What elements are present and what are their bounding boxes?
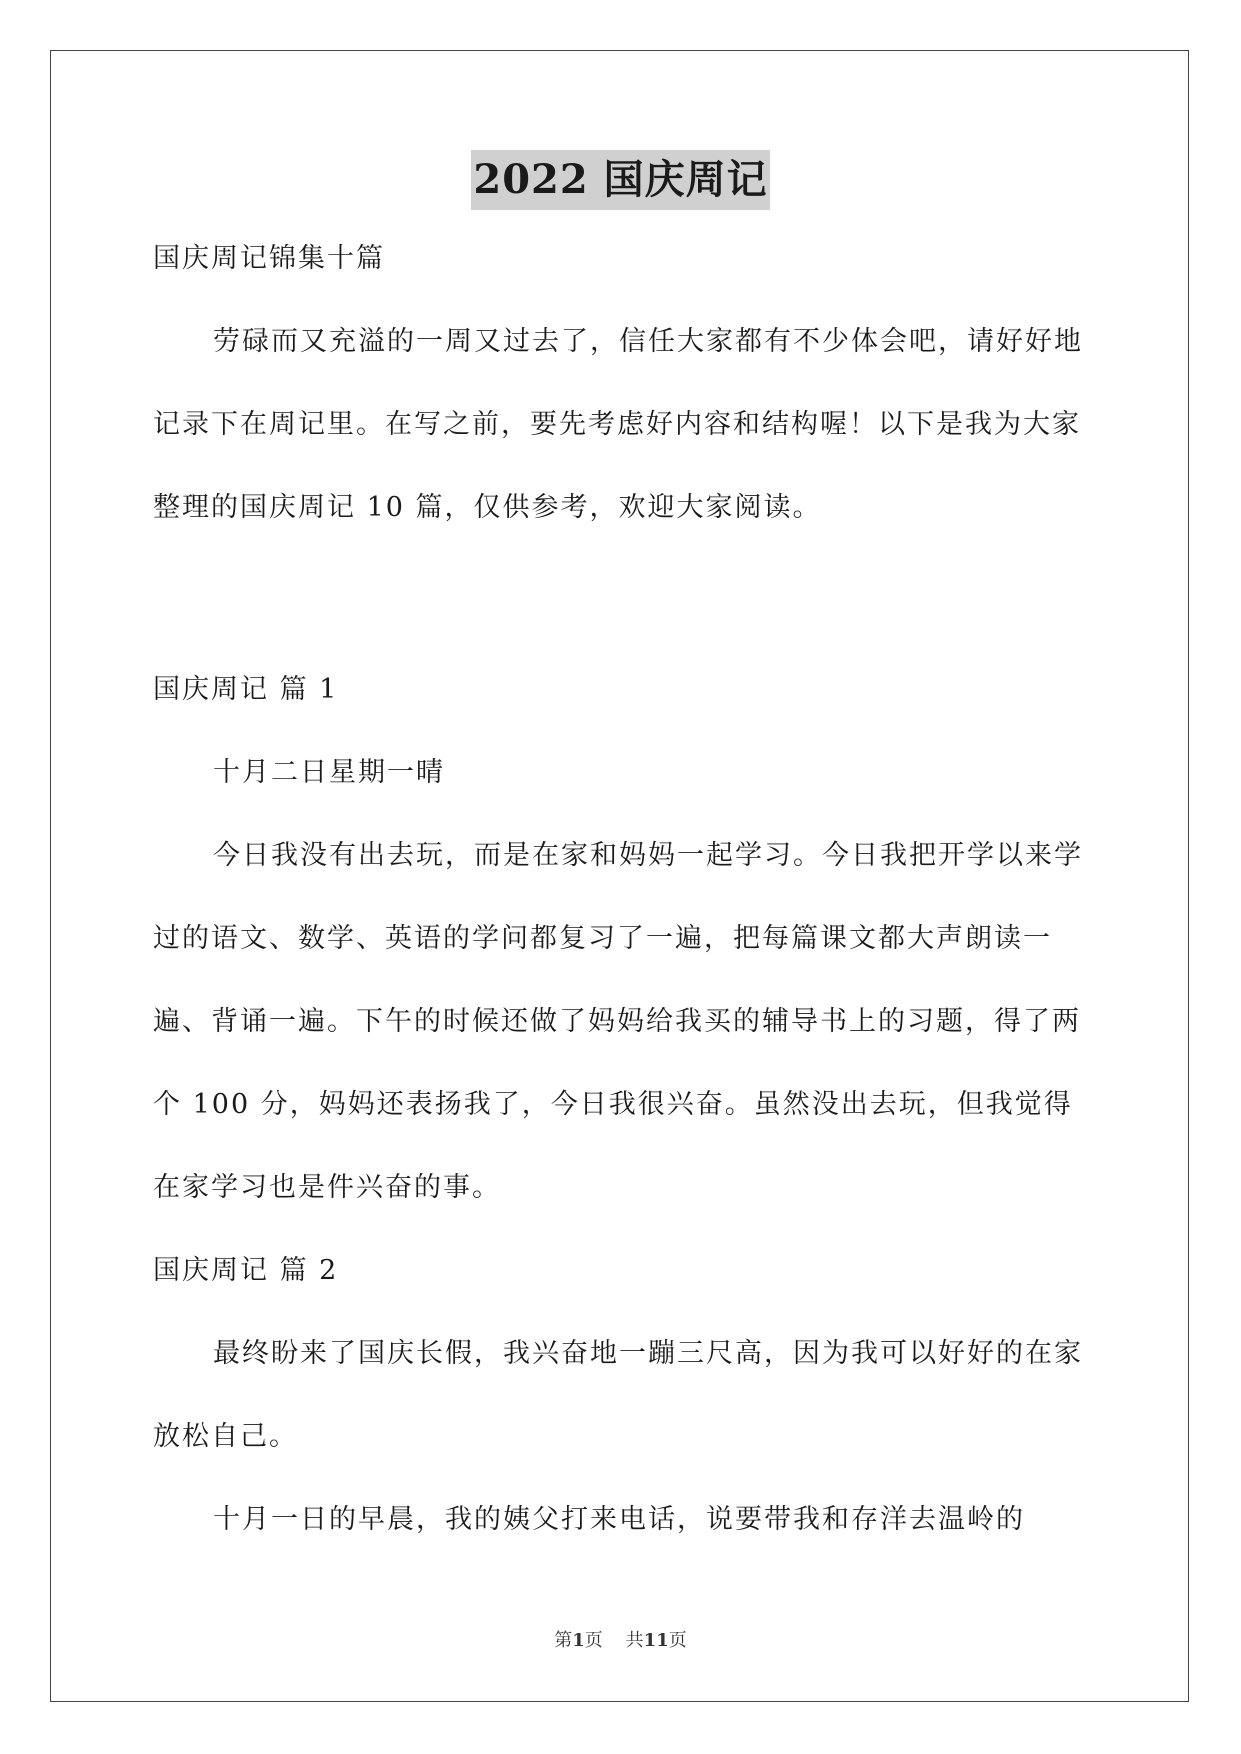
document-title: 2022 国庆周记 bbox=[471, 150, 769, 210]
main-block bbox=[153, 648, 1093, 1561]
section-2-paragraph-1: 最终盼来了国庆长假，我兴奋地一蹦三尺高，因为我可以好好的在家放松自己。 bbox=[153, 1338, 1083, 1452]
title-container bbox=[0, 150, 1241, 210]
footer-page-suffix: 页 bbox=[584, 1630, 603, 1651]
footer-total-suffix: 页 bbox=[668, 1630, 687, 1651]
footer-total-pages: 11 bbox=[643, 1630, 669, 1651]
footer-page-number: 1 bbox=[572, 1630, 585, 1651]
footer-total-prefix: 共 bbox=[625, 1630, 644, 1651]
section-1-heading: 国庆周记 篇 1 bbox=[153, 674, 339, 705]
footer-page-prefix: 第 bbox=[554, 1630, 573, 1651]
intro-block bbox=[153, 217, 1093, 549]
page-footer bbox=[0, 1626, 1241, 1652]
section-2-paragraph-2: 十月一日的早晨，我的姨父打来电话，说要带我和存洋去温岭的 bbox=[213, 1504, 1025, 1535]
document-subtitle: 国庆周记锦集十篇 bbox=[153, 243, 385, 274]
section-1-date: 十月二日星期一晴 bbox=[213, 757, 445, 788]
section-2-heading: 国庆周记 篇 2 bbox=[153, 1255, 339, 1286]
intro-paragraph: 劳碌而又充溢的一周又过去了，信任大家都有不少体会吧，请好好地记录下在周记里。在写之前，要先考虑好内容和结构喔！以下是我为大家整理的国庆周记 10 篇，仅供参考，欢迎大家阅读。 bbox=[153, 326, 1083, 523]
section-1-paragraph: 今日我没有出去玩，而是在家和妈妈一起学习。今日我把开学以来学过的语文、数学、英语的学问都复习了一遍，把每篇课文都大声朗读一遍、背诵一遍。下午的时候还做了妈妈给我买的辅导书上的习题，得了两个 100 分，妈妈还表扬我了，今日我很兴奋。虽然没出去玩，但我觉得在家学习也是件兴奋的事。 bbox=[153, 840, 1083, 1203]
